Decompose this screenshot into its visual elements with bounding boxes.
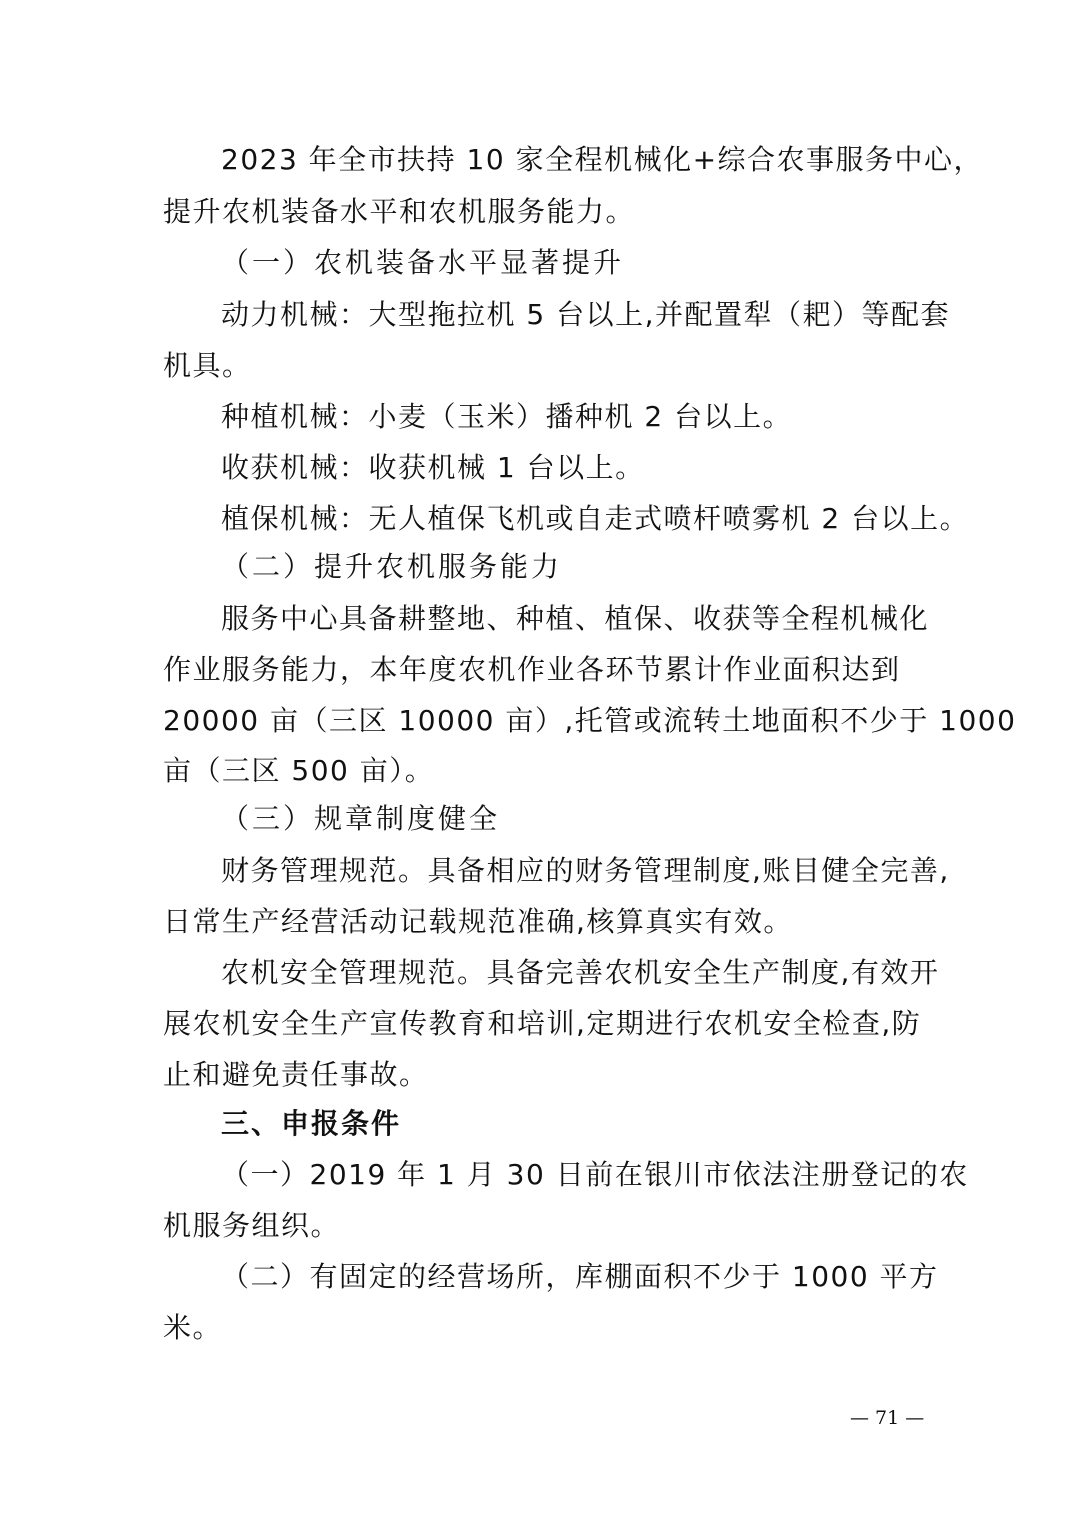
power-machinery-line-2: 机具。 [163, 349, 252, 382]
subheading-regulations: （三）规章制度健全 [221, 802, 501, 835]
finance-paragraph-line-1: 财务管理规范。具备相应的财务管理制度,账目健全完善, [221, 854, 950, 887]
condition-1-line-1: （一）2019 年 1 月 30 日前在银川市依法注册登记的农 [221, 1158, 969, 1191]
service-paragraph-line-4: 亩（三区 500 亩）。 [163, 754, 435, 787]
service-paragraph-line-1: 服务中心具备耕整地、种植、植保、收获等全程机械化 [221, 602, 930, 635]
plant-protection-machinery-line: 植保机械：无人植保飞机或自走式喷杆喷雾机 2 台以上。 [221, 502, 970, 535]
safety-paragraph-line-3: 止和避免责任事故。 [163, 1058, 429, 1091]
condition-2-line-2: 米。 [163, 1311, 223, 1344]
safety-paragraph-line-1: 农机安全管理规范。具备完善农机安全生产制度,有效开 [221, 956, 940, 989]
subheading-equipment: （一）农机装备水平显著提升 [221, 246, 625, 279]
paragraph-intro-line-1: 2023 年全市扶持 10 家全程机械化+综合农事服务中心， [221, 143, 984, 176]
finance-paragraph-line-2: 日常生产经营活动记载规范准确,核算真实有效。 [163, 905, 793, 938]
paragraph-intro-line-2: 提升农机装备水平和农机服务能力。 [163, 195, 636, 228]
power-machinery-line-1: 动力机械：大型拖拉机 5 台以上,并配置犁（耙）等配套 [221, 298, 951, 331]
subheading-service-capability: （二）提升农机服务能力 [221, 550, 563, 583]
harvest-machinery-line: 收获机械：收获机械 1 台以上。 [221, 451, 645, 484]
page-number: — 71 — [850, 1407, 925, 1429]
service-paragraph-line-2: 作业服务能力，本年度农机作业各环节累计作业面积达到 [163, 653, 901, 686]
service-paragraph-line-3: 20000 亩（三区 10000 亩）,托管或流转土地面积不少于 1000 [163, 704, 1017, 737]
safety-paragraph-line-2: 展农机安全生产宣传教育和培训,定期进行农机安全检查,防 [163, 1007, 922, 1040]
planting-machinery-line: 种植机械：小麦（玉米）播种机 2 台以上。 [221, 400, 793, 433]
section-heading-application-conditions: 三、申报条件 [221, 1107, 402, 1140]
condition-2-line-1: （二）有固定的经营场所，库棚面积不少于 1000 平方 [221, 1260, 939, 1293]
condition-1-line-2: 机服务组织。 [163, 1209, 341, 1242]
